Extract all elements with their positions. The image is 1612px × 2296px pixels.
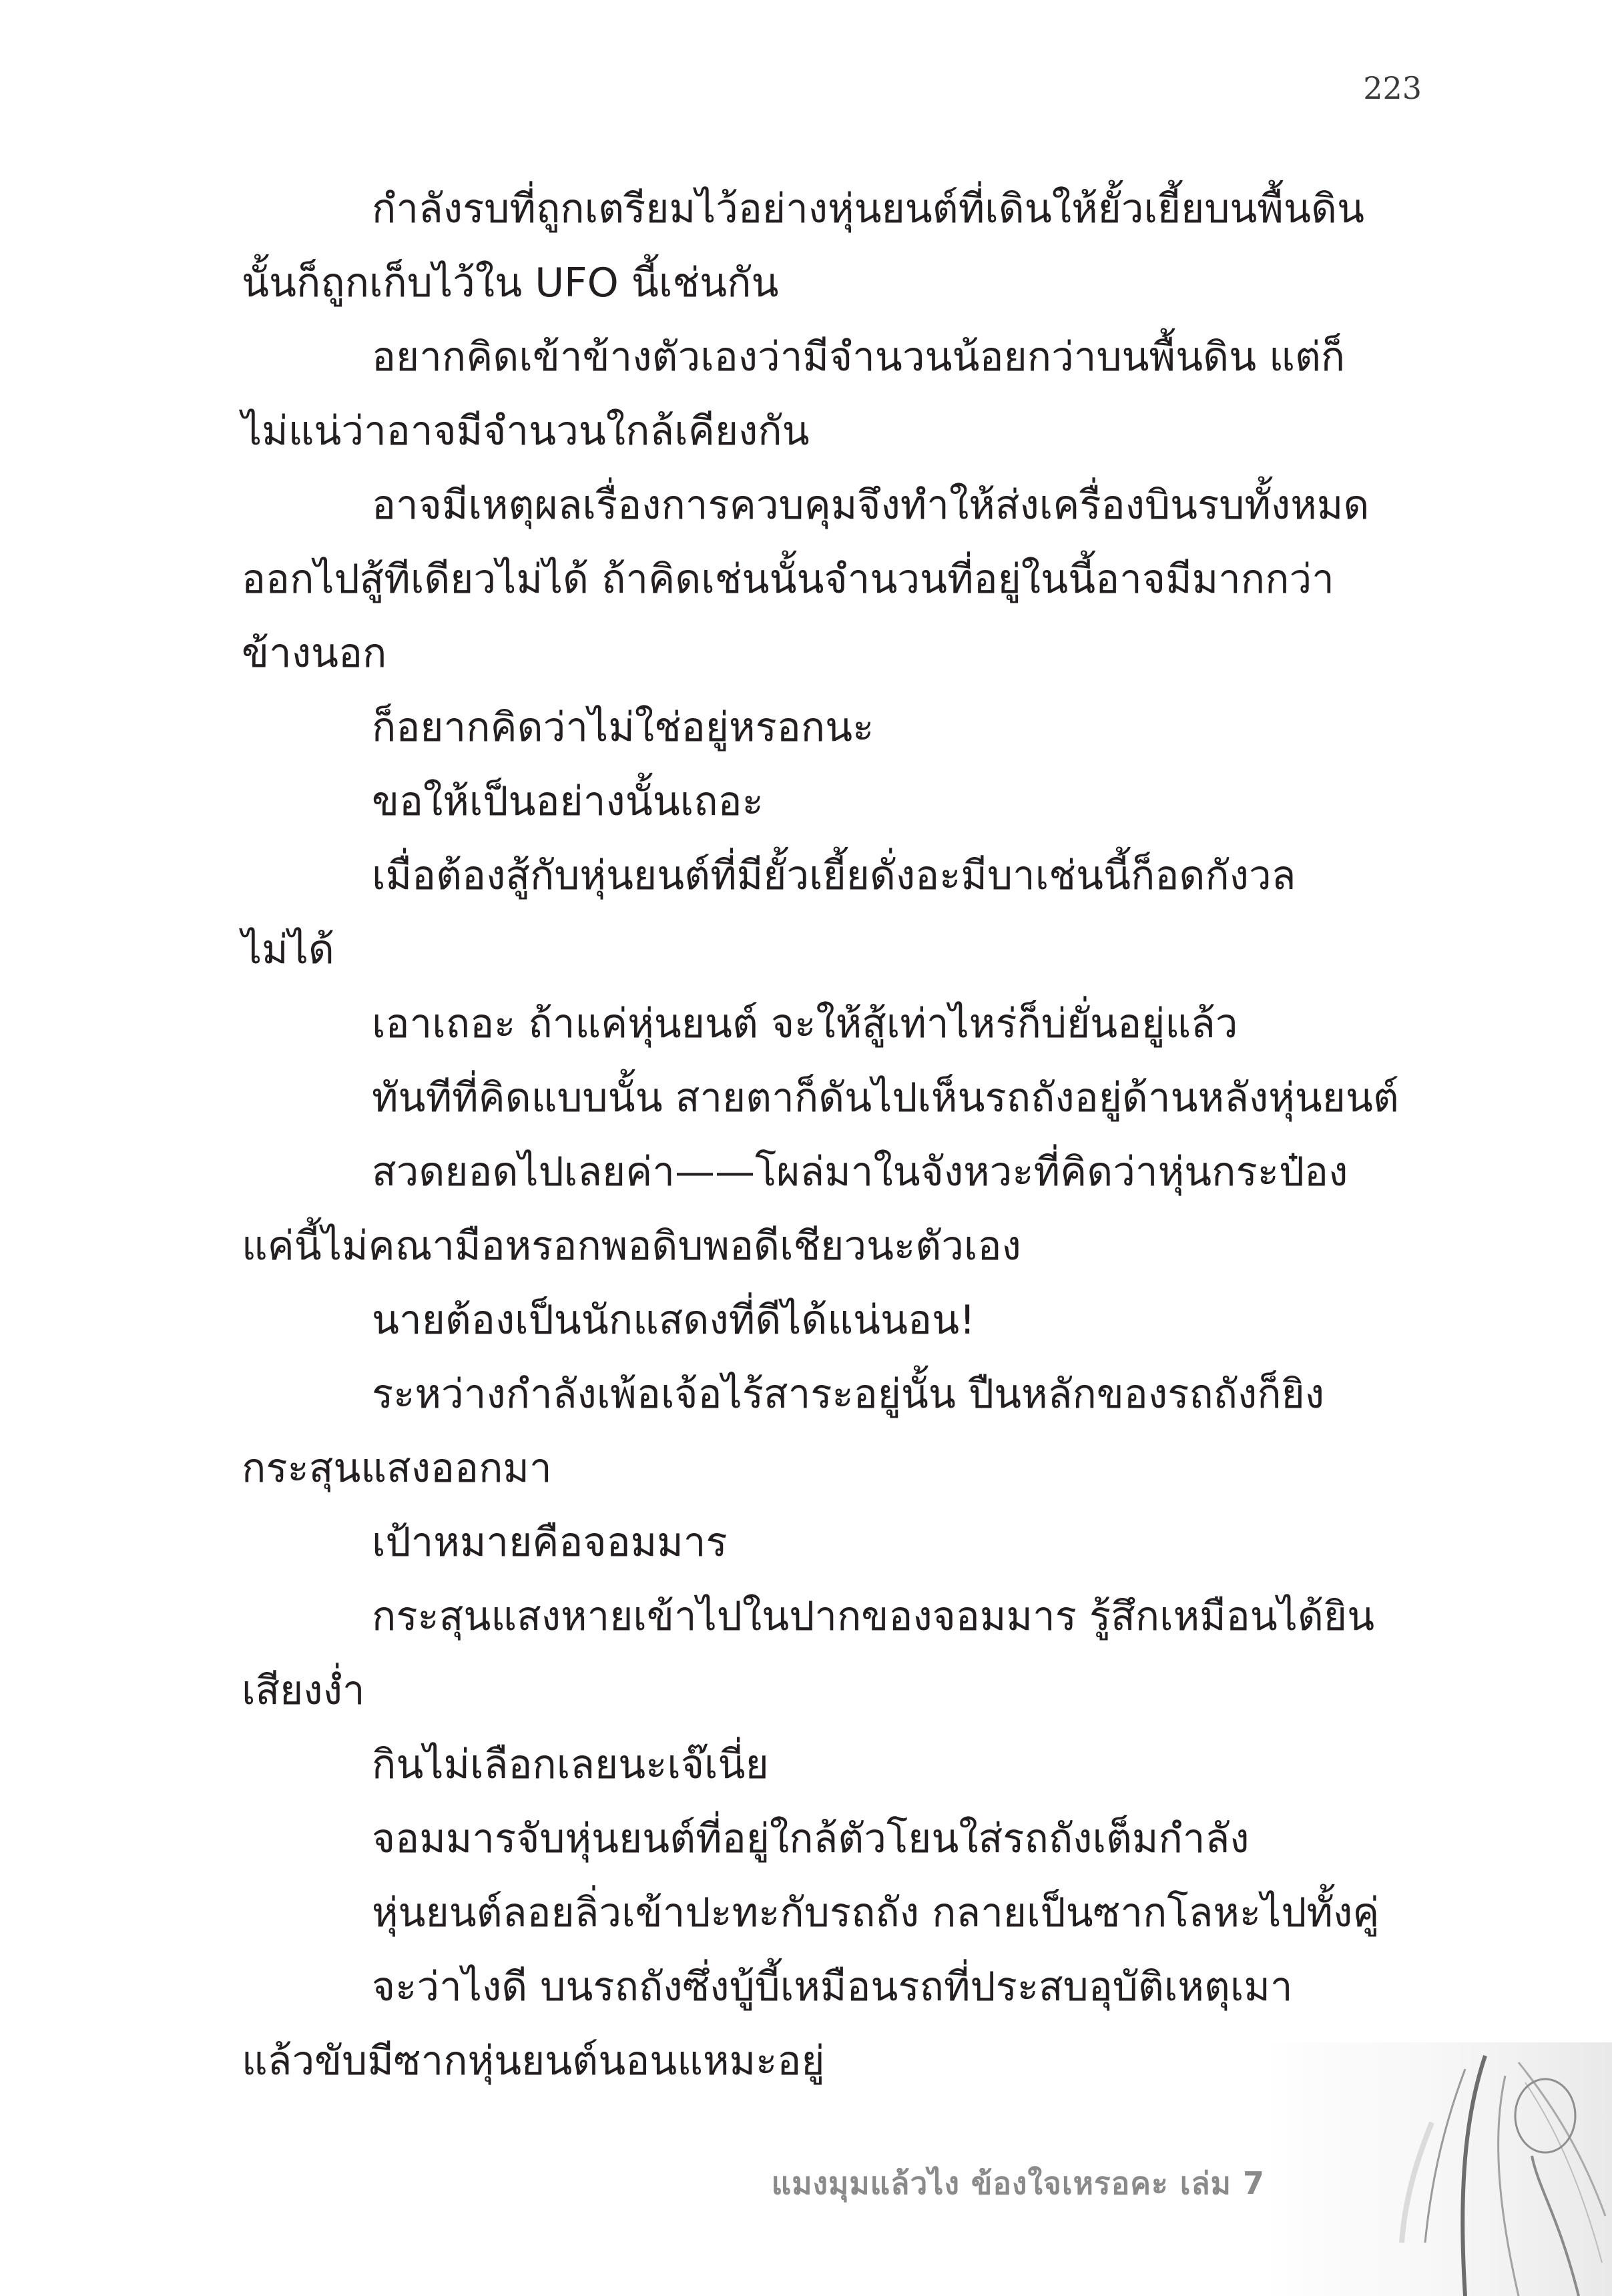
paragraph-first-line: อยากคิดเข้าข้างตัวเองว่ามีจำนวนน้อยกว่าบนพื้นดิน แต่ก็ [372,334,1346,380]
paragraph [242,691,1423,765]
paragraph-continuation: ไม่แน่ว่าอาจมีจำนวนใกล้เคียงกัน [242,408,810,455]
paragraph-first-line: เอาเถอะ ถ้าแค่หุ่นยนต์ จะให้สู้เท่าไหร่ก็บ่ยั่นอยู่แล้ว [372,1000,1238,1047]
paragraph-first-line: ก็อยากคิดว่าไม่ใช่อยู่หรอกนะ [372,704,874,751]
paragraph-first-line: ขอให้เป็นอย่างนั้นเถอะ [372,778,764,825]
body-text [242,172,1423,2098]
paragraph-first-line: กระสุนแสงหายเข้าไปในปากของจอมมาร รู้สึกเหมือนได้ยิน [372,1593,1375,1640]
paragraph-first-line: จะว่าไงดี บนรถถังซึ่งบู้บี้เหมือนรถที่ประสบอุบัติเหตุเมา [372,1964,1293,2010]
paragraph [242,1061,1423,1135]
paragraph-first-line: สวดยอดไปเลยค่า——โผล่มาในจังหวะที่คิดว่าหุ่นกระป๋อง [372,1149,1348,1195]
paragraph [242,1358,1423,1506]
paragraph-first-line: เป้าหมายคือจอมมาร [372,1519,728,1566]
paragraph [242,839,1423,987]
paragraph [242,765,1423,839]
page-number: 223 [1363,70,1422,106]
paragraph-continuation: ข้างนอก [242,630,387,677]
paragraph [242,172,1423,320]
paragraph-first-line: กินไม่เลือกเลยนะเจ๊เนี่ย [372,1741,769,1788]
character-illustration [1265,2042,1612,2296]
book-title-footer: แมงมุมแล้วไง ข้องใจเหรอคะ เล่ม 7 [771,2165,1265,2201]
paragraph-first-line: จอมมารจับหุ่นยนต์ที่อยู่ใกล้ตัวโยนใส่รถถังเต็มกำลัง [372,1815,1250,1862]
paragraph [242,1950,1423,2098]
paragraph-first-line: อาจมีเหตุผลเรื่องการควบคุมจึงทำให้ส่งเครื่องบินรบทั้งหมด [372,482,1370,529]
paragraph [242,1580,1423,1728]
paragraph-continuation: แล้วขับมีซากหุ่นยนต์นอนแหมะอยู่ [242,2038,825,2084]
paragraph-first-line: นายต้องเป็นนักแสดงที่ดีได้แน่นอน! [372,1297,976,1344]
paragraph [242,1728,1423,1802]
paragraph [242,1283,1423,1358]
paragraph-continuation: เสียงง่ำ [242,1667,365,1714]
paragraph-first-line: ระหว่างกำลังเพ้อเจ้อไร้สาระอยู่นั้น ปืนหลักของรถถังก็ยิง [372,1371,1325,1418]
paragraph [242,320,1423,469]
paragraph [242,1802,1423,1876]
paragraph-continuation: ไม่ได้ [242,926,334,973]
paragraph-continuation: ออกไปสู้ทีเดียวไม่ได้ ถ้าคิดเช่นนั้นจำนวนที่อยู่ในนี้อาจมีมากกว่า [242,556,1334,603]
paragraph [242,1135,1423,1283]
paragraph-continuation: นั้นก็ถูกเก็บไว้ใน UFO นี้เช่นกัน [242,260,779,306]
paragraph-first-line: เมื่อต้องสู้กับหุ่นยนต์ที่มียั้วเยี้ยดั่งอะมีบาเช่นนี้ก็อดกังวล [372,852,1296,899]
paragraph-first-line: หุ่นยนต์ลอยลิ่วเข้าปะทะกับรถถัง กลายเป็นซากโลหะไปทั้งคู่ [372,1890,1380,1936]
paragraph-continuation: แค่นี้ไม่คณามือหรอกพอดิบพอดีเชียวนะตัวเอง [242,1223,1021,1269]
paragraph [242,1506,1423,1580]
paragraph [242,1876,1423,1950]
paragraph-first-line: กำลังรบที่ถูกเตรียมไว้อย่างหุ่นยนต์ที่เดินให้ยั้วเยี้ยบนพื้นดิน [372,186,1364,232]
paragraph-first-line: ทันทีที่คิดแบบนั้น สายตาก็ดันไปเห็นรถถังอยู่ด้านหลังหุ่นยนต์ [372,1075,1399,1121]
paragraph [242,469,1423,691]
paragraph-continuation: กระสุนแสงออกมา [242,1445,552,1492]
paragraph [242,987,1423,1061]
